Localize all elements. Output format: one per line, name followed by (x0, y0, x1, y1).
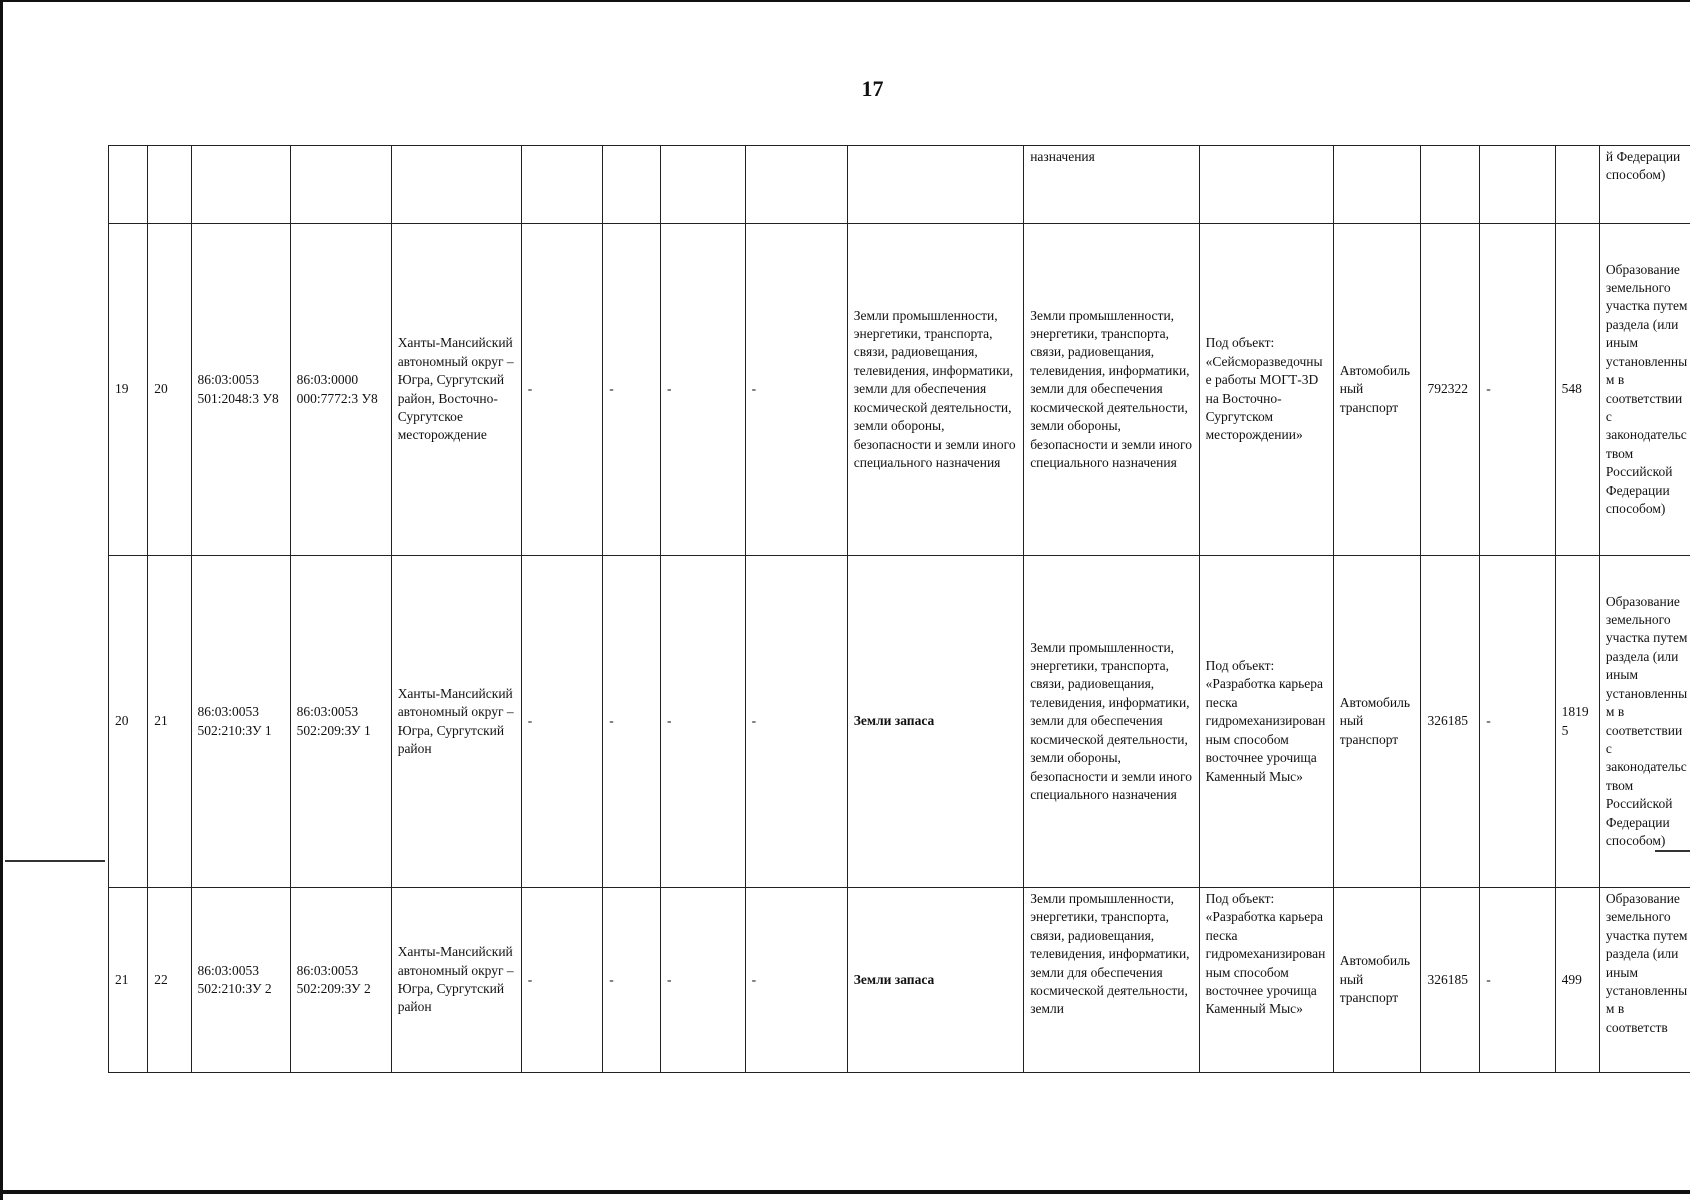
cell-use-type: Автомобильный транспорт (1333, 888, 1421, 1073)
cell-col16 (1555, 146, 1599, 224)
cell-use-type: Автомобильный транспорт (1333, 224, 1421, 556)
cell-col9: - (745, 224, 847, 556)
cell-col8: - (661, 888, 746, 1073)
cell-col8: - (661, 224, 746, 556)
cell-row-number: 19 (109, 224, 148, 556)
cell-item-number: 22 (148, 888, 191, 1073)
cell-col16: 548 (1555, 224, 1599, 556)
cell-new-cadastral-number: 86:03:0053 502:210:ЗУ 2 (191, 888, 290, 1073)
cell-col9: - (745, 556, 847, 888)
cell-col6: - (521, 224, 603, 556)
cell-current-category: Земли запаса (847, 556, 1023, 888)
cell-col7: - (603, 224, 661, 556)
cell-formation-method: й Федерации способом) (1599, 146, 1690, 224)
scan-left-edge (0, 0, 3, 1200)
cell-col15: - (1480, 888, 1555, 1073)
cell-location: Ханты-Мансийский автономный округ – Югра, Сургутский район (391, 888, 521, 1073)
cell-purpose: Под объект: «Разработка карьера песка гидромеханизированным способом восточнее урочища Каменный Мыс» (1199, 556, 1333, 888)
cell-row-number (109, 146, 148, 224)
cell-new-category: Земли промышленности, энергетики, транспорта, связи, радиовещания, телевидения, информатики, земли для обеспечения космической деятельности, земли (1024, 888, 1199, 1073)
cell-col6 (521, 146, 603, 224)
cell-row-number: 21 (109, 888, 148, 1073)
cell-new-category: назначения (1024, 146, 1199, 224)
cell-area: 792322 (1421, 224, 1480, 556)
cell-new-cadastral-number: 86:03:0053 502:210:ЗУ 1 (191, 556, 290, 888)
cell-current-category: Земли запаса (847, 888, 1023, 1073)
cell-item-number: 20 (148, 224, 191, 556)
cell-use-type: Автомобильный транспорт (1333, 556, 1421, 888)
table-row (109, 146, 1690, 224)
table-row (109, 888, 1690, 1073)
scan-top-edge (0, 0, 1690, 2)
cell-use-type (1333, 146, 1421, 224)
cell-current-category (847, 146, 1023, 224)
cell-location: Ханты-Мансийский автономный округ – Югра, Сургутский район (391, 556, 521, 888)
cell-source-cadastral-number (290, 146, 391, 224)
table-row (109, 556, 1690, 888)
cell-col9 (745, 146, 847, 224)
cell-new-cadastral-number (191, 146, 290, 224)
cell-current-category: Земли промышленности, энергетики, транспорта, связи, радиовещания, телевидения, информатики, земли для обеспечения космической деятельности, земли обороны, безопасности и земли иного специального назначения (847, 224, 1023, 556)
scan-smudge-left (5, 860, 105, 862)
table-row (109, 224, 1690, 556)
cell-area: 326185 (1421, 556, 1480, 888)
cell-formation-method: Образование земельного участка путем раздела (или иным установленным в соответствии с законодательством Российской Федерации способом) (1599, 556, 1690, 888)
cell-purpose: Под объект: «Разработка карьера песка гидромеханизированным способом восточнее урочища Каменный Мыс» (1199, 888, 1333, 1073)
cell-new-cadastral-number: 86:03:0053 501:2048:3 У8 (191, 224, 290, 556)
cell-location (391, 146, 521, 224)
cell-new-category: Земли промышленности, энергетики, транспорта, связи, радиовещания, телевидения, информатики, земли для обеспечения космической деятельности, земли обороны, безопасности и земли иного специального назначения (1024, 556, 1199, 888)
cell-purpose: Под объект: «Сейсморазведочные работы МОГТ-3D на Восточно-Сургутском месторождении» (1199, 224, 1333, 556)
cell-col15: - (1480, 556, 1555, 888)
cell-col8 (661, 146, 746, 224)
cell-col7: - (603, 556, 661, 888)
scan-bottom-edge (0, 1190, 1690, 1194)
cell-source-cadastral-number: 86:03:0053 502:209:ЗУ 2 (290, 888, 391, 1073)
cell-location: Ханты-Мансийский автономный округ – Югра, Сургутский район, Восточно-Сургутское месторождение (391, 224, 521, 556)
cell-col16: 499 (1555, 888, 1599, 1073)
registry-table-wrapper (108, 145, 1690, 1073)
cell-item-number (148, 146, 191, 224)
cell-col8: - (661, 556, 746, 888)
cell-source-cadastral-number: 86:03:0053 502:209:ЗУ 1 (290, 556, 391, 888)
cell-formation-method: Образование земельного участка путем раздела (или иным установленным в соответствии с законодательством Российской Федерации способом) (1599, 224, 1690, 556)
cell-formation-method: Образование земельного участка путем раздела (или иным установленным в соответств (1599, 888, 1690, 1073)
cell-area (1421, 146, 1480, 224)
cell-purpose (1199, 146, 1333, 224)
page-number: 17 (861, 76, 884, 101)
land-plots-table (108, 145, 1690, 1073)
cell-col6: - (521, 556, 603, 888)
cell-col9: - (745, 888, 847, 1073)
cell-col16: 18195 (1555, 556, 1599, 888)
cell-col6: - (521, 888, 603, 1073)
cell-source-cadastral-number: 86:03:0000 000:7772:3 У8 (290, 224, 391, 556)
cell-col15: - (1480, 224, 1555, 556)
cell-item-number: 21 (148, 556, 191, 888)
cell-new-category: Земли промышленности, энергетики, транспорта, связи, радиовещания, телевидения, информатики, земли для обеспечения космической деятельности, земли обороны, безопасности и земли иного специального назначения (1024, 224, 1199, 556)
cell-area: 326185 (1421, 888, 1480, 1073)
cell-row-number: 20 (109, 556, 148, 888)
cell-col7: - (603, 888, 661, 1073)
cell-col15 (1480, 146, 1555, 224)
cell-col7 (603, 146, 661, 224)
